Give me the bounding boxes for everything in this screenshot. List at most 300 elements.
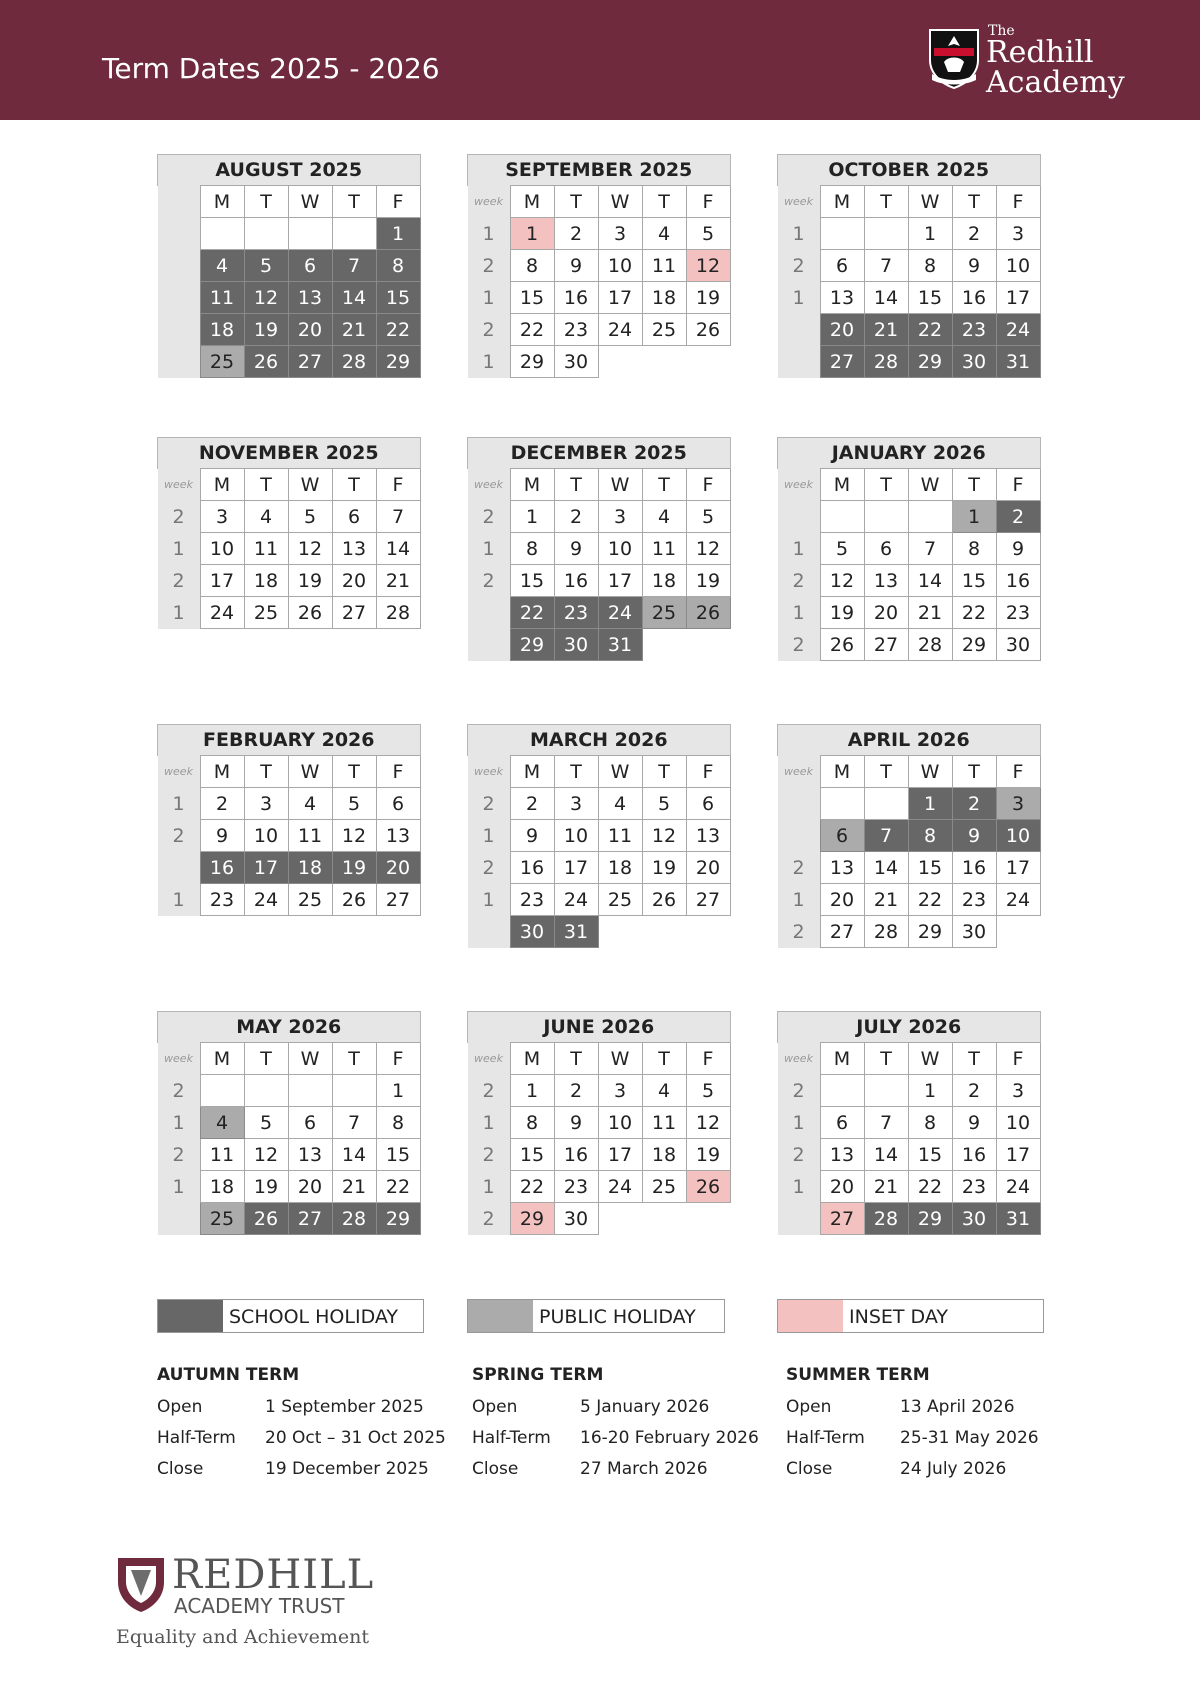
day-cell: 24 (200, 597, 244, 629)
day-cell: 10 (554, 820, 598, 852)
day-cell: 29 (376, 346, 420, 378)
logo-line-1: Redhill (986, 35, 1094, 70)
week-number: 2 (778, 629, 821, 661)
day-cell: 6 (288, 1107, 332, 1139)
weekday-header: T (642, 186, 686, 218)
term-key: Open (472, 1397, 518, 1417)
day-cell: 19 (288, 565, 332, 597)
term-value: 19 December 2025 (265, 1459, 429, 1479)
weekday-header: T (244, 469, 288, 501)
day-cell: 23 (510, 884, 554, 916)
day-cell: 13 (376, 820, 420, 852)
week-number (778, 820, 821, 852)
day-cell: 13 (820, 852, 864, 884)
weekday-header: F (376, 756, 420, 788)
day-cell: 4 (642, 1075, 686, 1107)
day-cell: 3 (598, 501, 642, 533)
day-cell: 25 (200, 1203, 244, 1235)
day-cell: 9 (510, 820, 554, 852)
day-cell: 5 (820, 533, 864, 565)
day-cell: 30 (554, 1203, 598, 1235)
day-cell: 23 (554, 314, 598, 346)
day-cell: 16 (554, 282, 598, 314)
weekday-header: W (908, 186, 952, 218)
day-cell: 25 (642, 1171, 686, 1203)
day-cell: 23 (952, 1171, 996, 1203)
weekday-header: T (332, 469, 376, 501)
month-title: JULY 2026 (778, 1012, 1041, 1043)
page-header (0, 0, 1200, 120)
weekday-header: M (200, 186, 244, 218)
week-number: 1 (468, 820, 511, 852)
week-number: 1 (158, 533, 201, 565)
day-cell: 12 (244, 282, 288, 314)
blank-cell (642, 629, 686, 661)
weekday-header: T (864, 469, 908, 501)
weekday-header: M (200, 469, 244, 501)
day-cell: 22 (510, 314, 554, 346)
day-cell: 1 (376, 218, 420, 250)
weekday-header: M (510, 186, 554, 218)
week-number: 2 (778, 1139, 821, 1171)
legend-public-holiday (467, 1299, 725, 1333)
week-number: 2 (778, 852, 821, 884)
day-cell: 30 (952, 346, 996, 378)
day-cell: 14 (864, 852, 908, 884)
day-cell: 24 (244, 884, 288, 916)
term-title: SUMMER TERM (786, 1365, 930, 1385)
weekday-header: F (376, 1043, 420, 1075)
day-cell: 2 (952, 218, 996, 250)
day-cell: 10 (598, 1107, 642, 1139)
logo-the: The (988, 23, 1015, 39)
weekday-header: M (510, 1043, 554, 1075)
month-title: MARCH 2026 (468, 725, 731, 756)
day-cell: 9 (554, 1107, 598, 1139)
spring-term (472, 1365, 772, 1490)
empty-day-cell (864, 501, 908, 533)
month-calendar (777, 154, 1041, 378)
week-number: 2 (158, 501, 201, 533)
day-cell: 20 (820, 884, 864, 916)
day-cell: 27 (332, 597, 376, 629)
day-cell: 10 (200, 533, 244, 565)
day-cell: 19 (820, 597, 864, 629)
week-number: 1 (158, 1107, 201, 1139)
day-cell: 27 (820, 916, 864, 948)
month-calendar (777, 1011, 1041, 1235)
day-cell: 20 (288, 314, 332, 346)
day-cell: 20 (820, 1171, 864, 1203)
day-cell: 13 (288, 282, 332, 314)
day-cell: 15 (376, 1139, 420, 1171)
day-cell: 6 (820, 250, 864, 282)
day-cell: 18 (642, 282, 686, 314)
day-cell: 22 (376, 314, 420, 346)
day-cell: 22 (908, 1171, 952, 1203)
day-cell: 26 (642, 884, 686, 916)
blank-cell (642, 346, 686, 378)
day-cell: 22 (908, 884, 952, 916)
day-cell: 31 (554, 916, 598, 948)
day-cell: 2 (952, 788, 996, 820)
day-cell: 24 (554, 884, 598, 916)
day-cell: 29 (510, 629, 554, 661)
day-cell: 5 (244, 250, 288, 282)
day-cell: 9 (952, 1107, 996, 1139)
weekday-header: W (598, 186, 642, 218)
day-cell: 17 (996, 1139, 1040, 1171)
week-label: week (158, 756, 201, 788)
term-value: 25-31 May 2026 (900, 1428, 1039, 1448)
day-cell: 6 (288, 250, 332, 282)
day-cell: 17 (996, 852, 1040, 884)
day-cell: 25 (598, 884, 642, 916)
week-number: 1 (778, 218, 821, 250)
day-cell: 16 (996, 565, 1040, 597)
day-cell: 6 (332, 501, 376, 533)
week-label: week (468, 756, 511, 788)
day-cell: 4 (598, 788, 642, 820)
empty-day-cell (244, 218, 288, 250)
day-cell: 11 (642, 250, 686, 282)
weekday-header: T (642, 756, 686, 788)
day-cell: 24 (996, 1171, 1040, 1203)
week-number (158, 346, 201, 378)
day-cell: 29 (376, 1203, 420, 1235)
weekday-header: F (996, 186, 1040, 218)
week-number (778, 501, 821, 533)
term-key: Half-Term (157, 1428, 236, 1448)
day-cell: 18 (288, 852, 332, 884)
day-cell: 12 (820, 565, 864, 597)
week-label: week (468, 186, 511, 218)
month-calendar (157, 437, 421, 629)
day-cell: 13 (820, 1139, 864, 1171)
day-cell: 2 (554, 218, 598, 250)
day-cell: 3 (554, 788, 598, 820)
weekday-header: T (864, 1043, 908, 1075)
month-table (777, 437, 1041, 661)
weekday-header: W (288, 186, 332, 218)
day-cell: 14 (332, 1139, 376, 1171)
month-title: FEBRUARY 2026 (158, 725, 421, 756)
day-cell: 30 (554, 346, 598, 378)
day-cell: 3 (244, 788, 288, 820)
day-cell: 19 (642, 852, 686, 884)
term-title: SPRING TERM (472, 1365, 604, 1385)
empty-day-cell (332, 1075, 376, 1107)
weekday-header: F (996, 1043, 1040, 1075)
day-cell: 24 (598, 1171, 642, 1203)
day-cell: 1 (952, 501, 996, 533)
blank-cell (598, 346, 642, 378)
day-cell: 17 (598, 282, 642, 314)
day-cell: 23 (952, 884, 996, 916)
trust-tagline: Equality and Achievement (116, 1626, 369, 1648)
day-cell: 12 (244, 1139, 288, 1171)
weekday-header: W (288, 469, 332, 501)
empty-day-cell (908, 501, 952, 533)
term-value: 27 March 2026 (580, 1459, 708, 1479)
day-cell: 17 (554, 852, 598, 884)
day-cell: 20 (864, 597, 908, 629)
day-cell: 2 (554, 1075, 598, 1107)
day-cell: 18 (642, 565, 686, 597)
day-cell: 10 (996, 820, 1040, 852)
day-cell: 6 (864, 533, 908, 565)
day-cell: 18 (598, 852, 642, 884)
weekday-header: T (952, 469, 996, 501)
weekday-header: T (244, 1043, 288, 1075)
day-cell: 14 (864, 282, 908, 314)
day-cell: 14 (332, 282, 376, 314)
empty-day-cell (244, 1075, 288, 1107)
day-cell: 21 (864, 884, 908, 916)
school-holiday-swatch (158, 1300, 223, 1332)
trust-shield-icon (116, 1556, 166, 1614)
empty-day-cell (820, 788, 864, 820)
week-number: 2 (778, 1075, 821, 1107)
day-cell: 24 (598, 597, 642, 629)
week-number (158, 852, 201, 884)
month-table (467, 1011, 731, 1235)
day-cell: 28 (332, 1203, 376, 1235)
day-cell: 1 (908, 1075, 952, 1107)
day-cell: 12 (686, 250, 730, 282)
weekday-header: T (554, 469, 598, 501)
day-cell: 23 (200, 884, 244, 916)
week-number: 2 (468, 1139, 511, 1171)
week-label (158, 186, 201, 218)
week-number (158, 250, 201, 282)
week-number (468, 916, 511, 948)
weekday-header: W (908, 1043, 952, 1075)
week-number (778, 1203, 821, 1235)
day-cell: 13 (864, 565, 908, 597)
blank-cell (598, 1203, 642, 1235)
week-number: 2 (468, 501, 511, 533)
day-cell: 29 (952, 629, 996, 661)
day-cell: 26 (288, 597, 332, 629)
day-cell: 17 (598, 1139, 642, 1171)
day-cell: 9 (200, 820, 244, 852)
blank-cell (686, 1203, 730, 1235)
weekday-header: T (952, 186, 996, 218)
week-number (158, 218, 201, 250)
week-number: 1 (778, 597, 821, 629)
day-cell: 22 (376, 1171, 420, 1203)
day-cell: 17 (244, 852, 288, 884)
day-cell: 8 (908, 250, 952, 282)
weekday-header: F (686, 186, 730, 218)
week-number: 1 (158, 788, 201, 820)
week-number: 1 (468, 218, 511, 250)
week-label: week (778, 1043, 821, 1075)
week-label: week (158, 469, 201, 501)
day-cell: 4 (200, 1107, 244, 1139)
day-cell: 1 (510, 1075, 554, 1107)
weekday-header: T (332, 186, 376, 218)
legend-label: PUBLIC HOLIDAY (539, 1306, 696, 1328)
day-cell: 6 (820, 1107, 864, 1139)
day-cell: 30 (952, 916, 996, 948)
week-number: 1 (778, 884, 821, 916)
week-number: 1 (158, 597, 201, 629)
day-cell: 7 (864, 1107, 908, 1139)
month-table (467, 154, 731, 378)
week-label: week (778, 756, 821, 788)
day-cell: 3 (996, 218, 1040, 250)
weekday-header: F (686, 756, 730, 788)
term-key: Open (786, 1397, 832, 1417)
weekday-header: T (554, 1043, 598, 1075)
day-cell: 15 (908, 282, 952, 314)
empty-day-cell (864, 1075, 908, 1107)
week-number (778, 346, 821, 378)
autumn-term (157, 1365, 457, 1490)
day-cell: 22 (510, 1171, 554, 1203)
day-cell: 12 (686, 1107, 730, 1139)
day-cell: 26 (686, 314, 730, 346)
day-cell: 4 (244, 501, 288, 533)
day-cell: 12 (288, 533, 332, 565)
day-cell: 21 (376, 565, 420, 597)
day-cell: 19 (244, 1171, 288, 1203)
blank-cell (598, 916, 642, 948)
day-cell: 4 (642, 501, 686, 533)
day-cell: 27 (376, 884, 420, 916)
day-cell: 4 (200, 250, 244, 282)
day-cell: 9 (554, 250, 598, 282)
day-cell: 1 (510, 218, 554, 250)
week-number: 1 (778, 1171, 821, 1203)
day-cell: 15 (908, 1139, 952, 1171)
legend-school-holiday (157, 1299, 424, 1333)
day-cell: 29 (908, 916, 952, 948)
day-cell: 9 (996, 533, 1040, 565)
day-cell: 2 (996, 501, 1040, 533)
day-cell: 15 (510, 1139, 554, 1171)
month-calendar (157, 1011, 421, 1235)
day-cell: 11 (200, 282, 244, 314)
weekday-header: T (332, 1043, 376, 1075)
day-cell: 8 (952, 533, 996, 565)
term-value: 13 April 2026 (900, 1397, 1015, 1417)
weekday-header: F (376, 469, 420, 501)
trust-subtitle: ACADEMY TRUST (174, 1594, 345, 1618)
week-number: 1 (158, 1171, 201, 1203)
day-cell: 20 (332, 565, 376, 597)
inset-day-swatch (778, 1300, 843, 1332)
week-number (158, 314, 201, 346)
blank-cell (686, 346, 730, 378)
day-cell: 6 (376, 788, 420, 820)
day-cell: 20 (288, 1171, 332, 1203)
blank-cell (642, 1203, 686, 1235)
day-cell: 13 (332, 533, 376, 565)
month-calendar (467, 724, 731, 948)
day-cell: 25 (642, 597, 686, 629)
day-cell: 16 (952, 1139, 996, 1171)
blank-cell (642, 916, 686, 948)
weekday-header: M (820, 756, 864, 788)
weekday-header: T (642, 1043, 686, 1075)
month-table (157, 1011, 421, 1235)
week-number: 2 (468, 852, 511, 884)
term-title: AUTUMN TERM (157, 1365, 300, 1385)
day-cell: 1 (376, 1075, 420, 1107)
day-cell: 23 (554, 597, 598, 629)
day-cell: 8 (376, 1107, 420, 1139)
month-calendar (467, 1011, 731, 1235)
day-cell: 27 (288, 346, 332, 378)
week-number (468, 629, 511, 661)
weekday-header: M (510, 469, 554, 501)
empty-day-cell (200, 1075, 244, 1107)
day-cell: 21 (864, 314, 908, 346)
day-cell: 25 (288, 884, 332, 916)
month-table (777, 1011, 1041, 1235)
month-calendar (777, 437, 1041, 661)
week-number: 1 (468, 1107, 511, 1139)
day-cell: 14 (864, 1139, 908, 1171)
day-cell: 17 (598, 565, 642, 597)
day-cell: 26 (686, 1171, 730, 1203)
day-cell: 15 (510, 565, 554, 597)
day-cell: 21 (908, 597, 952, 629)
day-cell: 5 (642, 788, 686, 820)
week-number: 2 (778, 250, 821, 282)
term-key: Half-Term (472, 1428, 551, 1448)
week-number: 1 (158, 884, 201, 916)
day-cell: 8 (376, 250, 420, 282)
empty-day-cell (820, 501, 864, 533)
day-cell: 21 (864, 1171, 908, 1203)
day-cell: 10 (598, 250, 642, 282)
day-cell: 28 (376, 597, 420, 629)
month-calendar (157, 724, 421, 916)
week-number: 1 (778, 282, 821, 314)
month-table (467, 437, 731, 661)
day-cell: 10 (244, 820, 288, 852)
day-cell: 2 (510, 788, 554, 820)
day-cell: 5 (288, 501, 332, 533)
term-key: Open (157, 1397, 203, 1417)
month-calendar (467, 154, 731, 378)
day-cell: 28 (908, 629, 952, 661)
day-cell: 7 (864, 820, 908, 852)
weekday-header: F (686, 469, 730, 501)
week-number: 1 (468, 282, 511, 314)
day-cell: 4 (288, 788, 332, 820)
week-number: 2 (778, 916, 821, 948)
legend-label: INSET DAY (849, 1306, 948, 1328)
weekday-header: T (244, 186, 288, 218)
weekday-header: T (952, 1043, 996, 1075)
week-number: 2 (158, 565, 201, 597)
day-cell: 5 (686, 501, 730, 533)
term-key: Close (157, 1459, 204, 1479)
day-cell: 23 (554, 1171, 598, 1203)
empty-day-cell (200, 218, 244, 250)
day-cell: 22 (908, 314, 952, 346)
week-number (778, 788, 821, 820)
day-cell: 23 (952, 314, 996, 346)
weekday-header: F (376, 186, 420, 218)
blank-cell (686, 629, 730, 661)
day-cell: 25 (244, 597, 288, 629)
